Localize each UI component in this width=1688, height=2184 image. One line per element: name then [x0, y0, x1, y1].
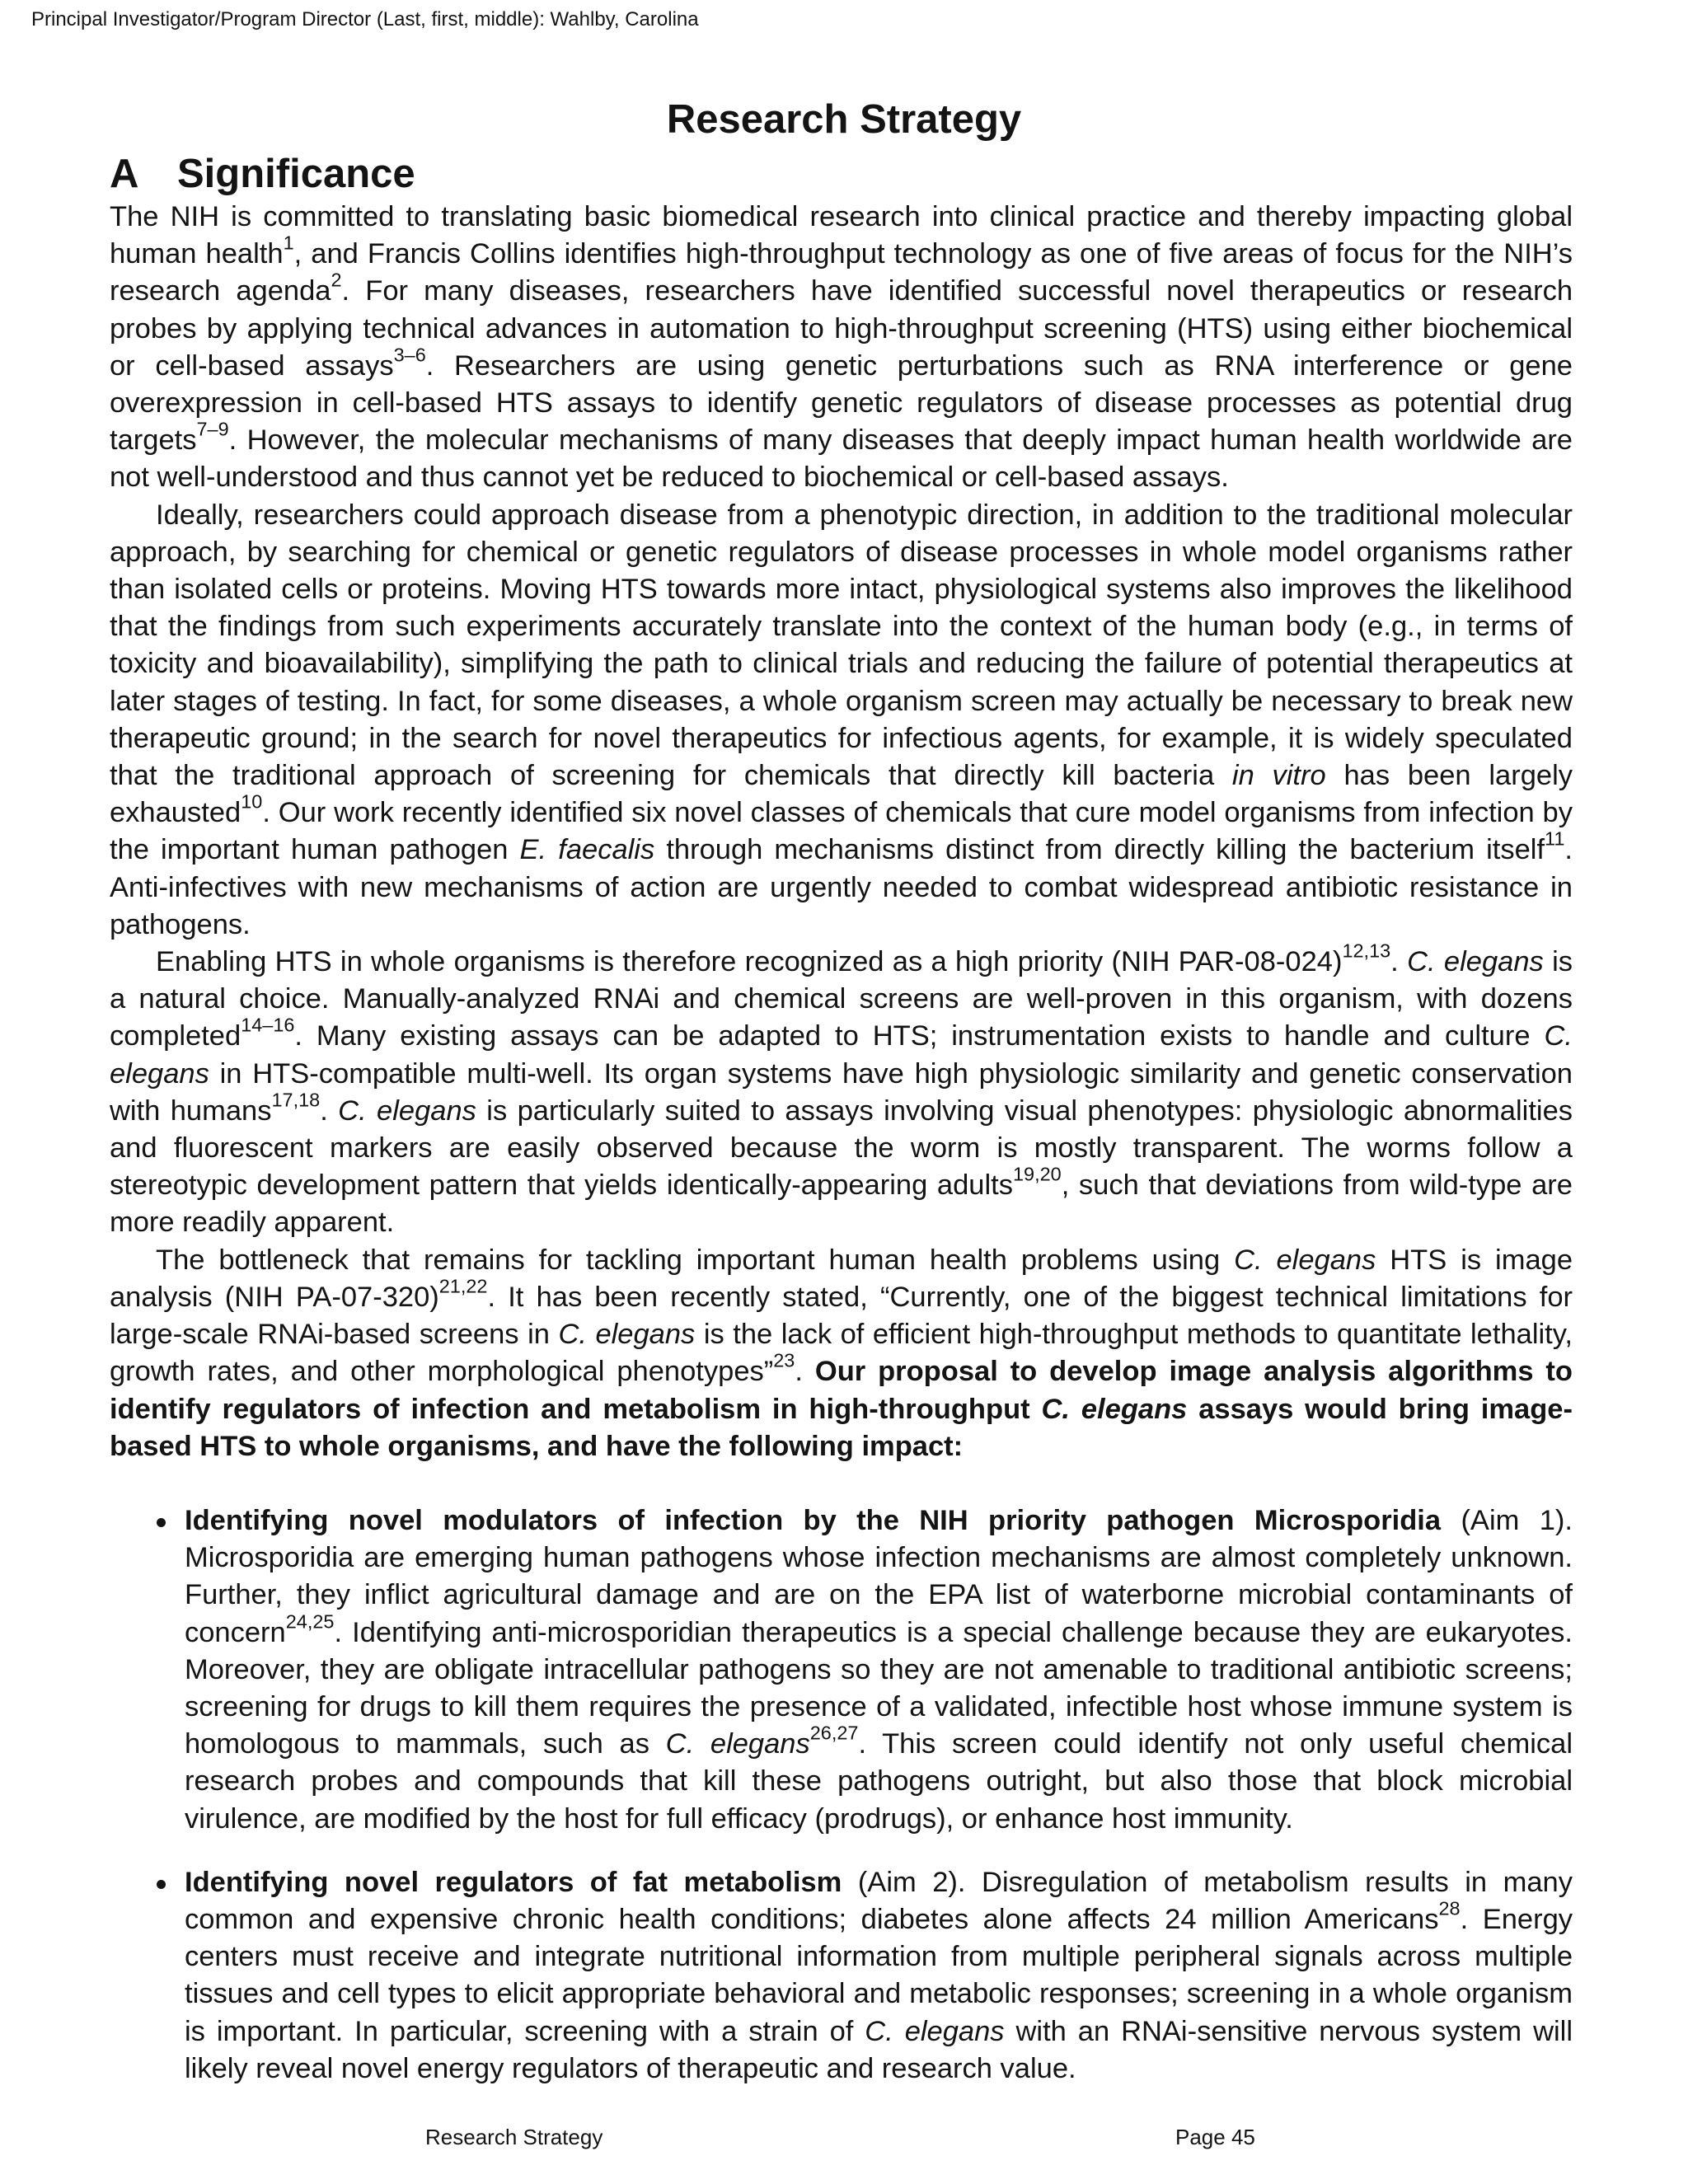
- bullet-icon: [157, 1880, 166, 1889]
- text-run: . For many diseases, researchers have identified successful novel therapeutics or research probes by applying technical advances in automation to high-throughput screening (HTS) using either biochemical or cell-based assays: [110, 275, 1573, 382]
- text-run: is a natural choice. Manually-analyzed RNAi and chemical screens are well-proven in this organism, with dozens completed: [110, 946, 1573, 1052]
- text-run: .: [320, 1094, 339, 1127]
- citation: 3–6: [393, 344, 426, 366]
- citation: 1: [283, 232, 294, 254]
- section-number: A: [110, 152, 139, 196]
- text-run: . It has been recently stated, “Currently, one of the biggest technical limitations for large-scale RNAi-based screens in: [110, 1281, 1573, 1351]
- page-title: [0, 96, 1688, 143]
- footer-section-label: Research Strategy: [425, 2125, 603, 2149]
- paragraph-4: [110, 1242, 1573, 1465]
- footer-page-number: Page 45: [1175, 2125, 1255, 2149]
- text-run: has been largely exhausted: [110, 760, 1573, 829]
- text-run: The NIH is committed to translating basic biomedical research into clinical practice and thereby impacting global human health: [110, 201, 1573, 270]
- text-run: . Anti-infectives with new mechanisms of action are urgently needed to combat widespread antibiotic resistance in pathogens.: [110, 834, 1573, 940]
- citation: 21,22: [438, 1275, 488, 1297]
- text-run: (Aim 1). Microsporidia are emerging human pathogens whose infection mechanisms are almost completely unknown. Further, they inflict agricultural damage and are on the EPA list of waterborne microbial contaminants of concern: [185, 1504, 1573, 1648]
- paragraph-1: [110, 199, 1573, 497]
- text-run: in HTS-compatible multi-well. Its organ systems have high physiologic similarity and genetic conservation with humans: [110, 1057, 1573, 1127]
- text-run: . Our work recently identified six novel classes of chemicals that cure model organisms from infection by the important human pathogen: [110, 797, 1573, 866]
- page-title-text: Research Strategy: [666, 97, 1022, 142]
- citation: 23: [773, 1349, 795, 1371]
- text-run: The bottleneck that remains for tackling important human health problems using: [156, 1244, 1235, 1276]
- text-run: . Energy centers must receive and integrate nutritional information from multiple peripheral signals across multiple tissues and cell types to elicit appropriate behavioral and metabolic responses; screening in a whole organism is important. In particular, screening with a strain of: [185, 1903, 1573, 2047]
- citation: 28: [1438, 1897, 1461, 1919]
- text-run: (Aim 2). Disregulation of metabolism results in many common and expensive chronic health conditions; diabetes alone affects 24 million Americans: [185, 1866, 1573, 1935]
- italic-term: C. elegans: [865, 2015, 1005, 2047]
- italic-term: C. elegans: [338, 1094, 476, 1127]
- list-item: [110, 1502, 1573, 1838]
- citation: 7–9: [196, 418, 229, 440]
- italic-term: E. faecalis: [519, 834, 655, 866]
- italic-term: C. elegans: [110, 1020, 1573, 1090]
- citation: 10: [241, 790, 263, 813]
- citation: 14–16: [241, 1015, 295, 1037]
- citation: 11: [1545, 828, 1565, 851]
- list-item: [110, 1864, 1573, 2088]
- italic-term: C. elegans: [558, 1319, 696, 1351]
- italic-term: C. elegans: [665, 1728, 810, 1760]
- text-run: . This screen could identify not only useful chemical research probes and compounds that kill these pathogens outright, but also those that block microbial virulence, are modified by the host for full efficacy (prodrugs), or enhance host immunity.: [185, 1728, 1573, 1835]
- italic-term: C. elegans: [1407, 946, 1544, 978]
- text-run: . Many existing assays can be adapted to HTS; instrumentation exists to handle and culture: [294, 1020, 1545, 1052]
- italic-term: in vitro: [1231, 760, 1326, 792]
- paragraph-3: [110, 940, 1573, 1242]
- citation: 17,18: [271, 1089, 321, 1111]
- text-run: .: [795, 1356, 815, 1388]
- text-run: . However, the molecular mechanisms of many diseases that deeply impact human health worldwide are not well-understood and thus cannot yet be reduced to biochemical or cell-based assays.: [110, 424, 1573, 494]
- italic-term: C. elegans: [1234, 1244, 1376, 1276]
- text-run: is the lack of efficient high-throughput methods to quantitate lethality, growth rates, and other morphological phenotypes”: [110, 1319, 1573, 1388]
- page-header: Principal Investigator/Program Director (Last, first, middle): Wahlby, Carolina: [31, 8, 699, 30]
- paragraph-2: [110, 497, 1573, 944]
- text-run: Enabling HTS in whole organisms is therefore recognized as a high priority (NIH PAR-08-024): [156, 946, 1343, 978]
- bold-italic-term: C. elegans: [1041, 1393, 1188, 1425]
- impact-list: [110, 1502, 1573, 2088]
- bullet-heading: Identifying novel regulators of fat metabolism: [185, 1866, 842, 1898]
- bullet-heading: Identifying novel modulators of infection by the NIH priority pathogen Microsporidia: [185, 1504, 1442, 1536]
- text-run: .: [1390, 946, 1408, 978]
- text-run: through mechanisms distinct from directly killing the bacterium itself: [654, 834, 1545, 866]
- text-run: . Identifying anti-microsporidian therapeutics is a special challenge because they are eukaryotes. Moreover, they are obligate intracellular pathogens so they are not amenable to traditional antibiotic screens; screening for drugs to kill them requires the presence of a validated, infectible host whose immune system is homologous to mammals, such as: [185, 1616, 1573, 1760]
- text-run: HTS is image analysis (NIH PA-07-320): [110, 1244, 1573, 1313]
- section-title: Significance: [177, 152, 415, 196]
- citation: 2: [331, 269, 342, 291]
- text-run: Ideally, researchers could approach disease from a phenotypic direction, in addition to the traditional molecular approach, by searching for chemical or genetic regulators of disease processes in whole model organisms rather than isolated cells or proteins. Moving HTS towards more intact, physiological systems also improves the likelihood that the findings from such experiments accurately translate into the context of the human body (e.g., in terms of toxicity and bioavailability), simplifying the path to clinical trials and reducing the failure of potential therapeutics at later stages of testing. In fact, for some diseases, a whole organism screen may actually be necessary to break new therapeutic ground; in the search for novel therapeutics for infectious agents, for example, it is widely speculated that the traditional approach of screening for chemicals that directly kill bacteria: [110, 499, 1573, 792]
- bold-statement: assays would bring image-based HTS to whole organisms, and have the following impact:: [110, 1393, 1573, 1462]
- bold-statement: Our proposal to develop image analysis algorithms to identify regulators of infection and metabolism in high-throughput: [110, 1356, 1573, 1425]
- text-run: , and Francis Collins identifies high-throughput technology as one of five areas of focus for the NIH’s research agenda: [110, 238, 1573, 307]
- citation: 26,27: [809, 1722, 859, 1744]
- citation: 24,25: [285, 1610, 335, 1633]
- document-body: [110, 199, 1573, 2088]
- section-heading: [110, 150, 415, 198]
- text-run: with an RNAi-sensitive nervous system will likely reveal novel energy regulators of therapeutic and research value.: [185, 2015, 1573, 2084]
- text-run: is particularly suited to assays involving visual phenotypes: physiologic abnormalities and fluorescent markers are easily observed because the worm is mostly transparent. The worms follow a stereotypic development pattern that yields identically-appearing adults: [110, 1094, 1573, 1202]
- citation: 19,20: [1012, 1163, 1062, 1185]
- bullet-icon: [157, 1518, 166, 1527]
- text-run: . Researchers are using genetic perturbations such as RNA interference or gene overexpression in cell-based HTS assays to identify genetic regulators of disease processes as potential drug targets: [110, 349, 1573, 457]
- citation: 12,13: [1342, 940, 1391, 962]
- text-run: , such that deviations from wild-type are more readily apparent.: [110, 1169, 1573, 1239]
